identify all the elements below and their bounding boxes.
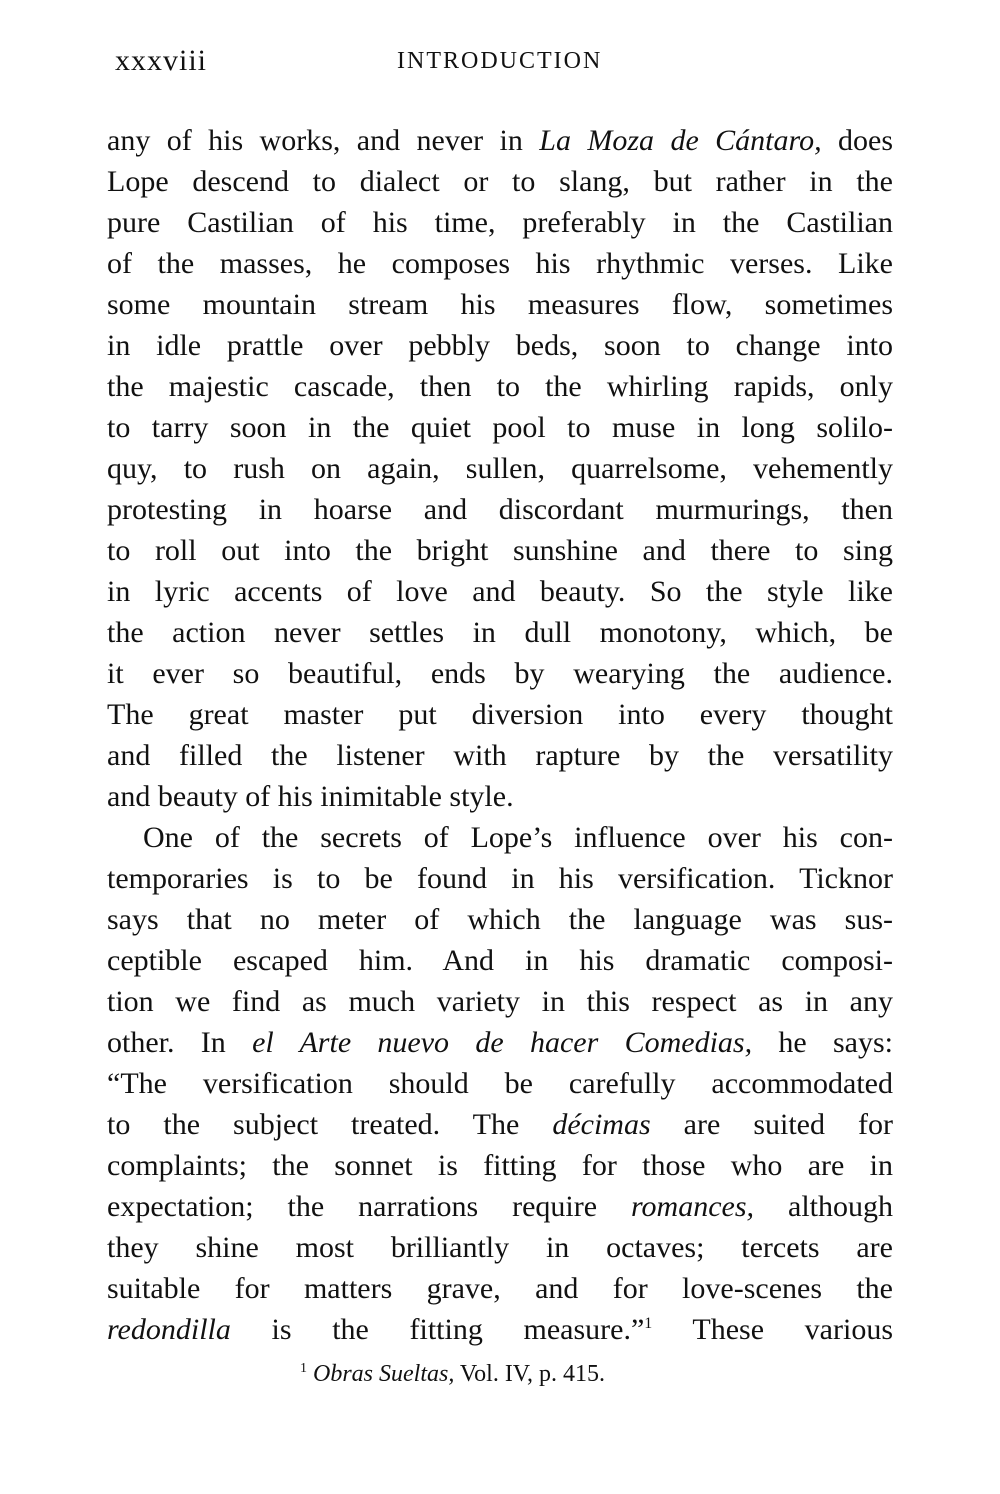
text-line: the majestic cascade, then to the whirling rapids, only xyxy=(107,370,893,403)
text-line: suitable for matters grave, and for love-scenes the xyxy=(107,1272,893,1305)
text-line xyxy=(107,1104,893,1145)
text-line: “The versification should be carefully accommodated xyxy=(107,1067,893,1100)
text-line: in idle prattle over pebbly beds, soon to change into xyxy=(107,329,893,362)
text-run: other. In xyxy=(107,1026,253,1059)
text-run: he says: xyxy=(752,1026,893,1059)
text-line: tion we find as much variety in this respect as in any xyxy=(107,985,893,1018)
text-line: to tarry soon in the quiet pool to muse in long solilo- xyxy=(107,411,893,444)
text-run: expectation; the narrations require xyxy=(107,1190,631,1223)
footnote-text: Vol. IV, p. 415. xyxy=(454,1361,606,1387)
text-run: is the fitting measure.” xyxy=(230,1313,645,1346)
text-run: These various xyxy=(652,1313,893,1346)
text-line: ceptible escaped him. And in his dramatic composi- xyxy=(107,944,893,977)
text-line: and filled the listener with rapture by the versatility xyxy=(107,739,893,772)
italic-term: décimas xyxy=(552,1108,651,1141)
text-line: they shine most brilliantly in octaves; tercets are xyxy=(107,1231,893,1264)
text-line: to roll out into the bright sunshine and there to sing xyxy=(107,534,893,567)
footnote-marker: 1 xyxy=(300,1361,307,1376)
text-run: although xyxy=(754,1190,893,1223)
text-line: and beauty of his inimitable style. xyxy=(107,780,514,813)
text-run: are suited for xyxy=(650,1108,893,1141)
footnote-reference: 1 xyxy=(644,1315,653,1332)
text-line: complaints; the sonnet is fitting for those who are in xyxy=(107,1149,893,1182)
text-line: the action never settles in dull monotony, which, be xyxy=(107,616,893,649)
text-line: some mountain stream his measures flow, sometimes xyxy=(107,288,893,321)
text-line: of the masses, he composes his rhythmic verses. Like xyxy=(107,247,893,280)
footnote-title: Obras Sueltas, xyxy=(313,1361,455,1387)
text-line: in lyric accents of love and beauty. So the style like xyxy=(107,575,893,608)
page-number: xxxviii xyxy=(115,44,208,77)
text-line xyxy=(107,1309,893,1350)
italic-title: el Arte nuevo de hacer Comedias, xyxy=(252,1026,753,1059)
text-line: Lope descend to dialect or to slang, but rather in the xyxy=(107,165,893,198)
text-run: any of his works, and never in xyxy=(107,124,540,157)
text-line: quy, to rush on again, sullen, quarrelsome, vehemently xyxy=(107,452,893,485)
text-line: says that no meter of which the language was sus- xyxy=(107,903,893,936)
text-run: to the subject treated. The xyxy=(107,1108,553,1141)
text-line xyxy=(107,1022,893,1063)
italic-term: romances, xyxy=(631,1190,755,1223)
text-line: temporaries is to be found in his versification. Ticknor xyxy=(107,862,893,895)
text-line: One of the secrets of Lope’s influence over his con- xyxy=(143,821,893,854)
text-line: The great master put diversion into every thought xyxy=(107,698,893,731)
text-line: protesting in hoarse and discordant murmurings, then xyxy=(107,493,893,526)
footnote xyxy=(300,1361,605,1388)
text-run: does xyxy=(821,124,893,157)
text-line xyxy=(107,120,893,161)
italic-title: La Moza de Cántaro, xyxy=(539,124,822,157)
text-line xyxy=(107,1186,893,1227)
italic-term: redondilla xyxy=(107,1313,231,1346)
running-head: INTRODUCTION xyxy=(397,48,603,74)
text-line: pure Castilian of his time, preferably in the Castilian xyxy=(107,206,893,239)
text-line: it ever so beautiful, ends by wearying the audience. xyxy=(107,657,893,690)
body-text xyxy=(107,120,893,1350)
